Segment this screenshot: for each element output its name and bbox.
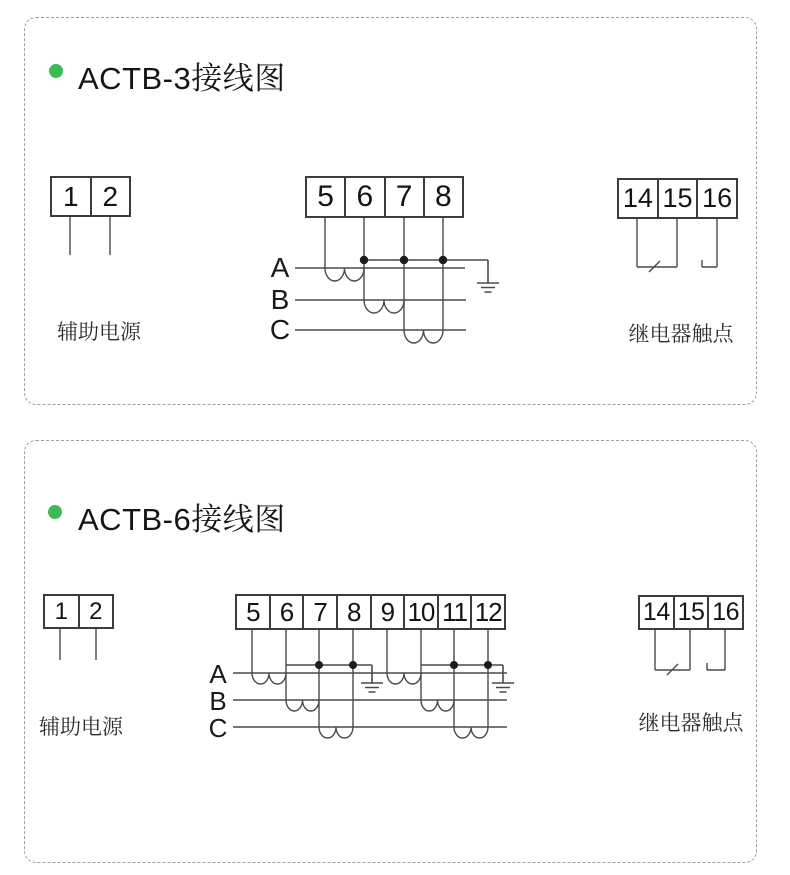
terminal-number: 16 bbox=[702, 183, 733, 213]
terminal-cell bbox=[403, 596, 437, 628]
terminal-number: 7 bbox=[395, 180, 413, 213]
terminal-block-relay bbox=[617, 178, 738, 219]
terminal-number: 10 bbox=[407, 596, 435, 627]
phase-c-label: C bbox=[208, 713, 228, 743]
terminal-number: 11 bbox=[442, 596, 468, 627]
terminal-number: 16 bbox=[712, 598, 740, 626]
terminal-cell bbox=[619, 180, 657, 217]
terminal-cell bbox=[696, 180, 736, 217]
terminal-block-relay bbox=[638, 595, 744, 630]
terminal-number: 9 bbox=[380, 596, 395, 627]
phase-b-label: B bbox=[270, 284, 290, 315]
terminal-block-aux-power bbox=[43, 594, 114, 629]
terminal-cell bbox=[78, 596, 113, 627]
terminal-number: 15 bbox=[662, 183, 693, 213]
panel2-title: ACTB-6接线图 bbox=[78, 502, 286, 537]
green-bullet-icon bbox=[49, 64, 63, 78]
terminal-number: 2 bbox=[102, 180, 119, 212]
terminal-number: 6 bbox=[356, 180, 374, 213]
terminal-number: 2 bbox=[89, 597, 103, 625]
terminal-number: 14 bbox=[642, 598, 670, 626]
phase-a-label: A bbox=[209, 659, 227, 689]
terminal-cell bbox=[307, 178, 344, 216]
terminal-cell bbox=[707, 597, 742, 628]
terminal-block-ct-inputs bbox=[305, 176, 464, 218]
phase-c-label: C bbox=[269, 314, 291, 345]
terminal-number: 14 bbox=[622, 183, 653, 213]
terminal-cell bbox=[52, 178, 90, 215]
terminal-cell bbox=[370, 596, 404, 628]
terminal-cell bbox=[657, 180, 697, 217]
panel1-title: ACTB-3接线图 bbox=[78, 61, 286, 96]
terminal-number: 15 bbox=[677, 598, 705, 626]
terminal-cell bbox=[423, 178, 462, 216]
terminal-cell bbox=[237, 596, 269, 628]
terminal-cell bbox=[344, 178, 383, 216]
terminal-number: 1 bbox=[62, 180, 79, 212]
phase-a-label: A bbox=[270, 252, 290, 283]
relay-contacts-label: 继电器触点 bbox=[628, 323, 734, 346]
terminal-cell bbox=[90, 178, 130, 215]
terminal-cell bbox=[45, 596, 78, 627]
terminal-number: 8 bbox=[346, 596, 361, 627]
terminal-number: 12 bbox=[474, 596, 502, 627]
terminal-cell bbox=[269, 596, 303, 628]
aux-power-label: 辅助电源 bbox=[57, 321, 141, 344]
terminal-number: 8 bbox=[435, 180, 452, 213]
terminal-cell bbox=[384, 178, 423, 216]
green-bullet-icon bbox=[48, 505, 62, 519]
terminal-cell bbox=[673, 597, 708, 628]
terminal-cell bbox=[302, 596, 336, 628]
terminal-number: 6 bbox=[279, 596, 294, 627]
relay-contacts-label: 继电器触点 bbox=[638, 712, 744, 735]
terminal-cell bbox=[336, 596, 370, 628]
terminal-cell bbox=[470, 596, 504, 628]
aux-power-label: 辅助电源 bbox=[39, 716, 123, 739]
terminal-cell bbox=[437, 596, 471, 628]
terminal-number: 5 bbox=[317, 180, 334, 213]
terminal-block-ct-inputs bbox=[235, 594, 506, 630]
terminal-number: 1 bbox=[54, 597, 68, 625]
phase-b-label: B bbox=[209, 686, 227, 716]
terminal-cell bbox=[640, 597, 673, 628]
terminal-number: 5 bbox=[246, 596, 260, 627]
terminal-number: 7 bbox=[313, 596, 327, 627]
terminal-block-aux-power bbox=[50, 176, 131, 217]
